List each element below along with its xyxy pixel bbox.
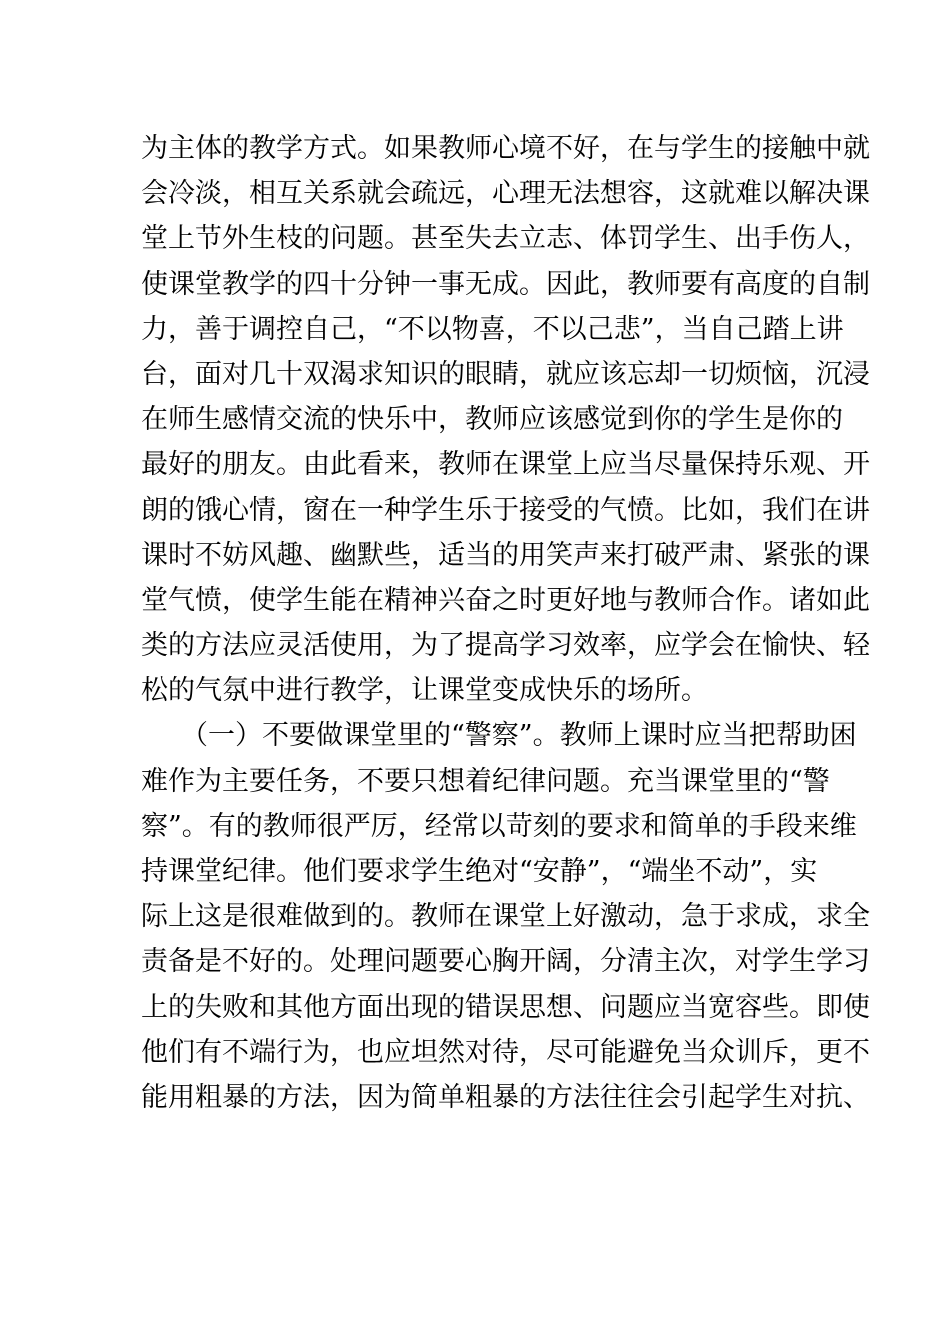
text-line: 松的气氛中进行教学，让课堂变成快乐的场所。 xyxy=(141,675,708,707)
paragraph-2 xyxy=(141,713,870,1120)
text-line: 上的失败和其他方面出现的错误思想、问题应当宽容些。即使 xyxy=(141,991,870,1023)
text-line: 他们有不端行为，也应坦然对待，尽可能避免当众训斥，更不 xyxy=(141,1036,870,1068)
text-line: 最好的朋友。由此看来，教师在课堂上应当尽量保持乐观、开 xyxy=(141,449,870,481)
text-line: 难作为主要任务，不要只想着纪律问题。充当课堂里的“警 xyxy=(141,765,830,797)
text-line: 为主体的教学方式。如果教师心境不好，在与学生的接触中就 xyxy=(141,133,870,164)
text-line: 在师生感情交流的快乐中，教师应该感觉到你的学生是你的 xyxy=(141,404,843,436)
text-line: 会冷淡，相互关系就会疏远，心理无法想容，这就难以解决课 xyxy=(141,178,870,210)
text-line: 堂气愤，使学生能在精神兴奋之时更好地与教师合作。诸如此 xyxy=(141,584,870,616)
text-line: 堂上节外生枝的问题。甚至失去立志、体罚学生、出手伤人， xyxy=(141,223,870,255)
paragraph-1 xyxy=(141,126,870,713)
text-line: （一）不要做课堂里的“警察”。教师上课时应当把帮助困 xyxy=(181,720,857,752)
text-line: 际上这是很难做到的。教师在课堂上好激动，急于求成，求全 xyxy=(141,901,870,933)
text-line: 类的方法应灵活使用，为了提高学习效率，应学会在愉快、轻 xyxy=(141,630,870,662)
text-line: 察”。有的教师很严厉，经常以苛刻的要求和简单的手段来维 xyxy=(141,810,857,842)
text-line: 朗的饿心情，窗在一种学生乐于接受的气愤。比如，我们在讲 xyxy=(141,494,870,526)
document-body xyxy=(141,126,870,1120)
text-line: 课时不妨风趣、幽默些，适当的用笑声来打破严肃、紧张的课 xyxy=(141,539,870,571)
text-line: 能用粗暴的方法，因为简单粗暴的方法往往会引起学生对抗、 xyxy=(141,1081,870,1113)
text-line: 台，面对几十双渴求知识的眼睛，就应该忘却一切烦恼，沉浸 xyxy=(141,358,870,390)
text-line: 责备是不好的。处理问题要心胸开阔，分清主次，对学生学习 xyxy=(141,946,870,978)
text-line: 力，善于调控自己，“不以物喜，不以己悲”，当自己踏上讲 xyxy=(141,313,844,345)
text-line: 持课堂纪律。他们要求学生绝对“安静”，“端坐不动”，实 xyxy=(141,856,818,887)
text-line: 使课堂教学的四十分钟一事无成。因此，教师要有高度的自制 xyxy=(141,268,870,300)
